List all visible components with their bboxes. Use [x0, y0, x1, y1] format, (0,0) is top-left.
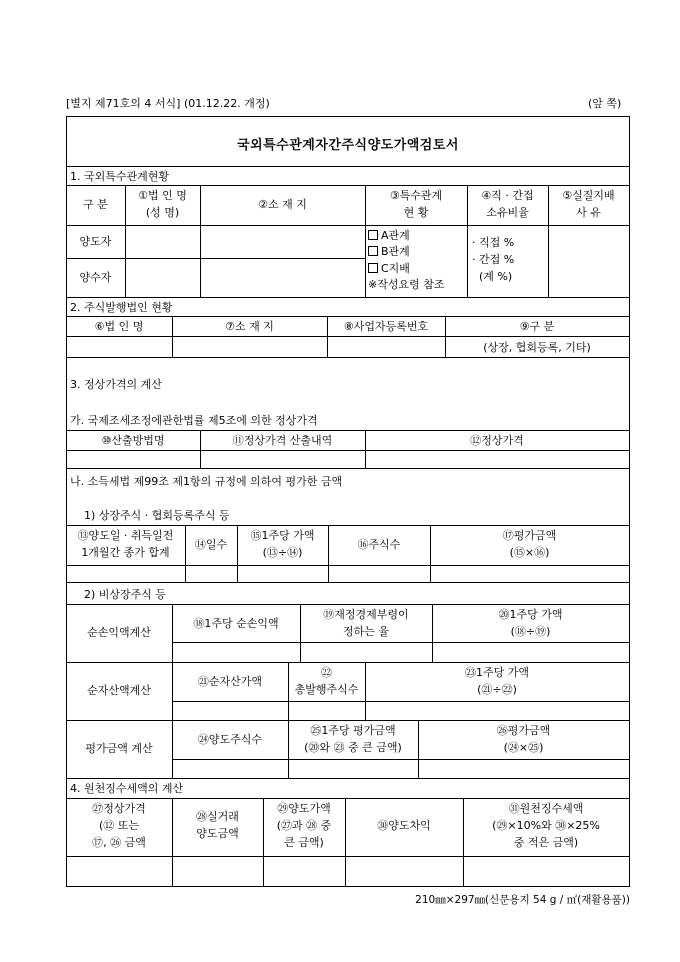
col-valuation: ⑰평가금액 [502, 529, 557, 542]
col-statutory-rate: ⑲재정경제부령이 [323, 608, 409, 621]
col-closing-price-sum: ⑬양도일 · 취득일전 [77, 529, 174, 542]
col-normal-price-final: ㉗정상가격 [92, 802, 146, 815]
col-value-per-share-asset: ㉓1주당 가액 [465, 666, 529, 679]
col-net-income-per-share: ⑱1주당 순손익액 [193, 617, 279, 630]
section-1-heading: 1. 국외특수관계현황 [70, 170, 169, 183]
col-issuer-name: ⑥법 인 명 [94, 320, 144, 333]
section-3-heading: 3. 정상가격의 계산 [70, 378, 162, 391]
col-gubun: 구 분 [83, 198, 108, 211]
frame-right [629, 116, 630, 887]
col-business-number: ⑧사업자등록번호 [343, 320, 429, 333]
subsection-b: 나. 소득세법 제99조 제1항의 규정에 의하여 평가한 금액 [70, 475, 343, 488]
col-price-detail: ⑪정상가격 산출내역 [232, 434, 333, 447]
row-buyer: 양수자 [79, 271, 112, 284]
checkbox-relation-c[interactable]: C지배 [368, 262, 410, 275]
col-eval-per-share: ㉕1주당 평가금액 [310, 724, 396, 737]
frame-left [66, 116, 67, 887]
ratio-total: (계 %) [479, 270, 513, 283]
ratio-indirect: · 간접 % [472, 253, 515, 266]
col-control-reason: ⑤실질지배 [562, 189, 615, 202]
col-relation: ③특수관계 [389, 189, 443, 202]
col-withholding-tax: ㉛원천징수세액 [508, 802, 584, 815]
subsection-b2: 2) 비상장주식 등 [84, 588, 167, 601]
col-price-per-share: ⑮1주당 가액 [250, 529, 315, 542]
col-eval-amount: ㉖평가금액 [496, 724, 551, 737]
listing-type-note: (상장, 협회등록, 기타) [483, 341, 591, 354]
row-evaluation: 평가금액 계산 [85, 742, 153, 755]
col-days: ⑭일수 [194, 538, 228, 551]
row-net-asset: 순자산액계산 [87, 684, 151, 697]
col-share-count: ⑯주식수 [357, 538, 401, 551]
ratio-direct: · 직접 % [472, 236, 515, 249]
subsection-b1: 1) 상장주식 · 협회등록주식 등 [84, 509, 230, 522]
col-issuer-address: ⑦소 재 지 [225, 320, 274, 333]
col-method: ⑩산출방법명 [101, 434, 165, 447]
col-total-shares: ㉒ [321, 666, 332, 679]
form-reference: [별지 제71호의 4 서식] (01.12.22. 개정) [66, 97, 270, 110]
col-ownership-ratio: ④직 · 간접 [481, 189, 534, 202]
col-address: ②소 재 지 [258, 198, 307, 211]
frame-top [66, 116, 630, 117]
paper-spec: 210㎜×297㎜(신문용지 54 g / ㎡(재활용품)) [415, 894, 630, 906]
col-capital-gain: ㉚양도차익 [377, 819, 431, 832]
col-transfer-value: ㉙양도가액 [277, 802, 331, 815]
checkbox-relation-b[interactable]: B관계 [368, 245, 410, 258]
frame-bottom [66, 886, 630, 887]
tax-review-form: [별지 제71호의 4 서식] (01.12.22. 개정) (앞 쪽) 국외특수관계자간주식양도가액검토서 1. 국외특수관계현황 구 분 ①법 인 명 (성 명) ②소 재 지 ③특수관계 현 황 ④직 · 간접 소유비율 ⑤실질지배 사 유 양도자 양수자 A관계 B관계 C지배 ※작성요령 참조 · 직접 % · 간접 % (계 %) 2. 주식발행법인 현황 ⑥법 인 명 ⑦소 재 지 ⑧사업자등록번호 ⑨구 분 (상장, 협회등록, 기타) 3. 정상가격의 계산 가. 국제조세조정에관한법률 제5조에 의한 정상가격 ⑩산출방법명 ⑪정상가격 산출내역 ⑫정상가격 나. 소득세법 제99조 제1항의 규정에 의하여 평가한 금액 1) 상장주식 · 협회등록주식 등 ⑬양도일 · 취득일전 1개월간 종가 합계 ⑭일수 ⑮1주당 가액 (⑬÷⑭) ⑯주식수 ⑰평가금액 (⑮×⑯) 2) 비상장주식 등 순손익액계산 ⑱1주당 순손익액 ⑲재정경제부령이 정하는 율 ⑳1주당 가액 (⑱÷⑲) 순자산액계산 ㉑순자산가액 ㉒ 총발행주식수 ㉓1주당 가액 (㉑÷㉒) 평가금액 계산 ㉔양도주식수 ㉕1주당 평가금액 (⑳와 ㉓ 중 큰 금액) ㉖평가금액 (㉔×㉕) 4. 원천징수세액의 계산 ㉗정상가격 (⑫ 또는 ⑰, ㉖ 금액 ㉘실거래 양도금액 ㉙양도가액 (㉗과 ㉘ 중 큰 금액) ㉚양도차익 ㉛원천징수세액 (㉙×10%와 ㉚×25% 중 적은 금액) 210㎜×297㎜(신문용지 54 g / ㎡(재활용품)) [66, 97, 630, 906]
section-2-heading: 2. 주식발행법인 현황 [70, 301, 173, 314]
relation-note: ※작성요령 참조 [368, 278, 445, 291]
col-actual-transfer: ㉘실거래 [196, 810, 239, 823]
col-corp-name: ①법 인 명 [138, 189, 187, 202]
page-side-label: (앞 쪽) [588, 97, 622, 110]
subsection-a: 가. 국제조세조정에관한법률 제5조에 의한 정상가격 [70, 414, 318, 427]
col-normal-price: ⑫정상가격 [470, 434, 524, 447]
checkbox-relation-a[interactable]: A관계 [368, 229, 410, 242]
col-value-per-share-income: ⑳1주당 가액 [498, 608, 563, 621]
col-net-asset-value: ㉑순자산가액 [197, 675, 263, 688]
section-4-heading: 4. 원천징수세액의 계산 [70, 782, 184, 795]
row-seller: 양도자 [79, 235, 112, 248]
row-net-income: 순손익액계산 [87, 626, 151, 639]
form-title: 국외특수관계자간주식양도가액검토서 [237, 138, 459, 153]
col-listing-type: ⑨구 분 [519, 320, 555, 333]
col-transfer-shares: ㉔양도주식수 [197, 733, 263, 746]
